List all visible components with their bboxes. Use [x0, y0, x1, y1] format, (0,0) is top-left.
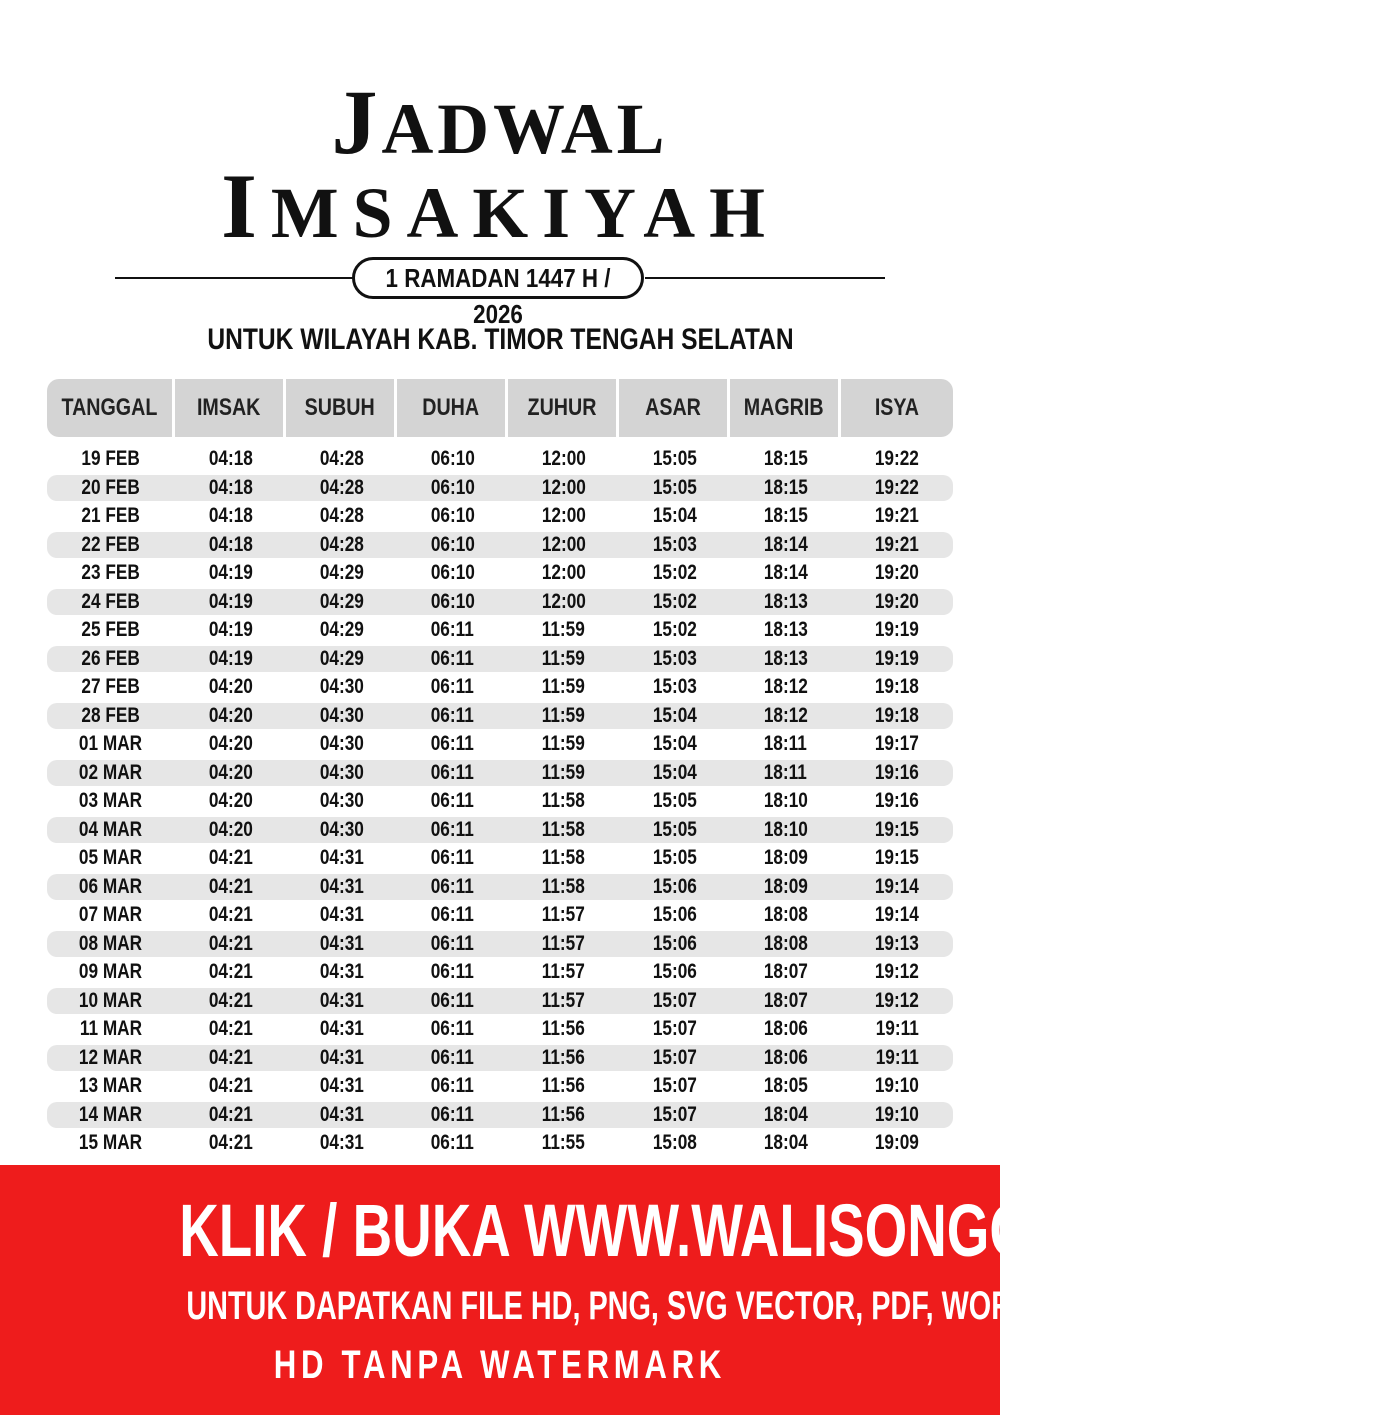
- cell-subuh: 04:30: [319, 703, 364, 727]
- cell-subuh: 04:30: [319, 675, 364, 698]
- cell-imsak: 04:21: [208, 931, 253, 955]
- table-row: [47, 788, 953, 814]
- cell-duha: 06:11: [430, 1131, 475, 1154]
- table-row: [47, 1045, 953, 1071]
- banner-line-2: UNTUK DAPATKAN FILE HD, PNG, SVG VECTOR, PDF, WORD, EXCEL: [186, 1284, 1145, 1328]
- cell-imsak: 04:21: [208, 1017, 253, 1040]
- cell-isya: 19:19: [874, 618, 920, 641]
- cell-duha: 06:11: [430, 1102, 475, 1126]
- cell-tanggal: 03 MAR: [79, 789, 143, 812]
- cell-isya: 19:21: [874, 504, 920, 527]
- cell-tanggal: 08 MAR: [79, 931, 143, 955]
- cell-isya: 19:21: [874, 532, 920, 556]
- cell-tanggal: 09 MAR: [79, 960, 143, 983]
- banner-line-3: HD TANPA WATERMARK: [273, 1343, 727, 1387]
- cell-zuhur: 11:59: [541, 618, 586, 641]
- cell-subuh: 04:28: [319, 447, 364, 470]
- cell-zuhur: 12:00: [541, 475, 586, 499]
- cell-isya: 19:15: [874, 817, 920, 841]
- cell-tanggal: 07 MAR: [79, 903, 143, 926]
- cell-tanggal: 28 FEB: [81, 703, 141, 727]
- cell-duha: 06:10: [430, 504, 475, 527]
- cell-zuhur: 12:00: [541, 447, 586, 470]
- table-row: [47, 646, 953, 672]
- cell-asar: 15:07: [652, 1102, 697, 1126]
- cell-magrib: 18:14: [763, 561, 808, 584]
- cell-imsak: 04:21: [208, 874, 253, 898]
- table-row: [47, 760, 953, 786]
- cell-magrib: 18:04: [763, 1102, 808, 1126]
- cell-magrib: 18:08: [763, 903, 808, 926]
- table-row: [47, 731, 953, 757]
- cell-isya: 19:22: [874, 447, 920, 470]
- cell-imsak: 04:20: [208, 732, 253, 755]
- cell-subuh: 04:31: [319, 988, 364, 1012]
- cell-zuhur: 11:58: [541, 846, 586, 869]
- cell-isya: 19:17: [874, 732, 920, 755]
- cell-tanggal: 20 FEB: [81, 475, 141, 499]
- cell-magrib: 18:10: [763, 789, 808, 812]
- cell-tanggal: 06 MAR: [79, 874, 143, 898]
- table-row: [47, 503, 953, 529]
- divider-right: [645, 277, 885, 279]
- title-line-2-initial: I: [221, 155, 271, 257]
- cell-imsak: 04:20: [208, 760, 253, 784]
- table-row: [47, 959, 953, 985]
- table-row: [47, 1102, 953, 1128]
- cell-asar: 15:07: [652, 988, 697, 1012]
- table-row: [47, 617, 953, 643]
- cell-magrib: 18:11: [763, 732, 808, 755]
- cell-imsak: 04:19: [208, 589, 253, 613]
- title-line-2-rest: MSAKIYAH: [270, 173, 779, 253]
- cell-tanggal: 15 MAR: [79, 1131, 143, 1154]
- cell-subuh: 04:30: [319, 760, 364, 784]
- cell-isya: 19:10: [874, 1102, 920, 1126]
- cell-imsak: 04:20: [208, 817, 253, 841]
- cell-asar: 15:04: [652, 703, 697, 727]
- cell-imsak: 04:21: [208, 1045, 253, 1069]
- cell-zuhur: 11:59: [541, 675, 586, 698]
- cell-duha: 06:11: [430, 960, 475, 983]
- cell-asar: 15:06: [652, 874, 697, 898]
- cell-isya: 19:22: [874, 475, 920, 499]
- cell-zuhur: 12:00: [541, 504, 586, 527]
- cell-subuh: 04:28: [319, 532, 364, 556]
- table-row: [47, 446, 953, 472]
- cell-magrib: 18:06: [763, 1017, 808, 1040]
- cell-zuhur: 11:55: [541, 1131, 586, 1154]
- table-row: [47, 532, 953, 558]
- cell-subuh: 04:29: [319, 561, 364, 584]
- column-header-isya: ISYA: [874, 394, 920, 421]
- cell-imsak: 04:20: [208, 675, 253, 698]
- cell-magrib: 18:06: [763, 1045, 808, 1069]
- cell-isya: 19:11: [875, 1045, 919, 1069]
- cell-isya: 19:12: [874, 960, 920, 983]
- cell-imsak: 04:21: [208, 903, 253, 926]
- cell-duha: 06:11: [430, 703, 475, 727]
- cell-asar: 15:02: [652, 589, 697, 613]
- cell-subuh: 04:28: [319, 504, 364, 527]
- table-row: [47, 703, 953, 729]
- cell-isya: 19:12: [874, 988, 920, 1012]
- cell-imsak: 04:18: [208, 475, 253, 499]
- cell-asar: 15:05: [652, 817, 697, 841]
- cell-asar: 15:07: [652, 1017, 697, 1040]
- cell-subuh: 04:31: [319, 1102, 364, 1126]
- cell-zuhur: 11:59: [541, 703, 586, 727]
- cell-isya: 19:14: [874, 903, 920, 926]
- cell-isya: 19:20: [874, 589, 920, 613]
- cell-isya: 19:16: [874, 789, 920, 812]
- column-header-duha: DUHA: [397, 379, 508, 437]
- cell-duha: 06:11: [430, 903, 475, 926]
- cell-magrib: 18:10: [763, 817, 808, 841]
- column-header-zuhur: ZUHUR: [508, 379, 619, 437]
- cell-asar: 15:04: [652, 732, 697, 755]
- cell-magrib: 18:09: [763, 846, 808, 869]
- title-line-1: [0, 71, 1000, 173]
- cell-imsak: 04:21: [208, 988, 253, 1012]
- cell-tanggal: 05 MAR: [79, 846, 143, 869]
- cell-asar: 15:03: [652, 675, 697, 698]
- cell-tanggal: 27 FEB: [81, 675, 141, 698]
- cell-isya: 19:11: [875, 1017, 919, 1040]
- cell-asar: 15:04: [652, 504, 697, 527]
- cell-subuh: 04:29: [319, 589, 364, 613]
- cell-duha: 06:11: [430, 846, 475, 869]
- cell-tanggal: 26 FEB: [81, 646, 141, 670]
- table-row: [47, 902, 953, 928]
- cell-asar: 15:08: [652, 1131, 697, 1154]
- cell-imsak: 04:20: [208, 789, 253, 812]
- cell-subuh: 04:31: [319, 874, 364, 898]
- cell-isya: 19:19: [874, 646, 920, 670]
- table-row: [47, 931, 953, 957]
- cell-isya: 19:09: [874, 1131, 920, 1154]
- cell-tanggal: 23 FEB: [81, 561, 141, 584]
- cell-magrib: 18:13: [763, 646, 808, 670]
- cell-zuhur: 11:59: [541, 646, 586, 670]
- cell-asar: 15:02: [652, 561, 697, 584]
- cell-duha: 06:11: [430, 931, 475, 955]
- cell-asar: 15:06: [652, 931, 697, 955]
- cell-asar: 15:05: [652, 475, 697, 499]
- table-row: [47, 560, 953, 586]
- cell-imsak: 04:18: [208, 447, 253, 470]
- title-line-1-rest: ADWAL: [381, 89, 669, 169]
- cell-zuhur: 11:58: [541, 817, 586, 841]
- cell-asar: 15:07: [652, 1045, 697, 1069]
- cell-subuh: 04:31: [319, 1131, 364, 1154]
- cell-zuhur: 11:57: [541, 903, 586, 926]
- cell-magrib: 18:12: [763, 703, 808, 727]
- cell-subuh: 04:30: [319, 732, 364, 755]
- cell-zuhur: 12:00: [541, 589, 586, 613]
- cell-duha: 06:11: [430, 675, 475, 698]
- cell-asar: 15:06: [652, 960, 697, 983]
- cell-imsak: 04:21: [208, 846, 253, 869]
- cell-duha: 06:10: [430, 561, 475, 584]
- cell-imsak: 04:18: [208, 532, 253, 556]
- cell-subuh: 04:31: [319, 903, 364, 926]
- cell-isya: 19:20: [874, 561, 920, 584]
- table-row: [47, 475, 953, 501]
- cell-duha: 06:11: [430, 618, 475, 641]
- cell-duha: 06:11: [430, 789, 475, 812]
- region-subtitle: UNTUK WILAYAH KAB. TIMOR TENGAH SELATAN: [206, 323, 794, 356]
- table-row: [47, 845, 953, 871]
- cell-zuhur: 11:56: [541, 1102, 586, 1126]
- cell-tanggal: 21 FEB: [81, 504, 141, 527]
- cell-asar: 15:05: [652, 447, 697, 470]
- cell-zuhur: 11:57: [541, 988, 586, 1012]
- cell-magrib: 18:05: [763, 1074, 808, 1097]
- cell-tanggal: 19 FEB: [81, 447, 141, 470]
- cell-duha: 06:10: [430, 532, 475, 556]
- cell-zuhur: 11:59: [541, 732, 586, 755]
- cell-duha: 06:11: [430, 732, 475, 755]
- cell-magrib: 18:07: [763, 988, 808, 1012]
- cell-asar: 15:03: [652, 532, 697, 556]
- cell-tanggal: 11 MAR: [79, 1017, 143, 1040]
- cell-magrib: 18:07: [763, 960, 808, 983]
- cell-duha: 06:11: [430, 1017, 475, 1040]
- cell-zuhur: 11:56: [541, 1074, 586, 1097]
- cell-asar: 15:05: [652, 789, 697, 812]
- cell-zuhur: 11:57: [541, 960, 586, 983]
- title-line-2: [0, 155, 1000, 257]
- cell-imsak: 04:19: [208, 561, 253, 584]
- cell-asar: 15:07: [652, 1074, 697, 1097]
- cell-duha: 06:11: [430, 1045, 475, 1069]
- table-row: [47, 874, 953, 900]
- cell-subuh: 04:30: [319, 789, 364, 812]
- cell-subuh: 04:31: [319, 1045, 364, 1069]
- table-row: [47, 988, 953, 1014]
- cell-asar: 15:05: [652, 846, 697, 869]
- cell-imsak: 04:21: [208, 1074, 253, 1097]
- cell-magrib: 18:14: [763, 532, 808, 556]
- cell-isya: 19:18: [874, 675, 920, 698]
- cell-subuh: 04:28: [319, 475, 364, 499]
- cell-subuh: 04:29: [319, 646, 364, 670]
- column-header-subuh: SUBUH: [286, 379, 397, 437]
- cell-tanggal: 10 MAR: [79, 988, 143, 1012]
- cell-zuhur: 11:57: [541, 931, 586, 955]
- cell-tanggal: 04 MAR: [79, 817, 143, 841]
- cell-subuh: 04:31: [319, 1017, 364, 1040]
- ramadan-label: 1 RAMADAN 1447 H / 2026: [352, 257, 644, 299]
- table-row: [47, 674, 953, 700]
- cell-duha: 06:11: [430, 817, 475, 841]
- cell-zuhur: 12:00: [541, 561, 586, 584]
- cell-duha: 06:11: [430, 760, 475, 784]
- column-header-asar: ASAR: [619, 379, 730, 437]
- cell-magrib: 18:15: [763, 475, 808, 499]
- divider-left: [115, 277, 355, 279]
- cell-isya: 19:18: [874, 703, 920, 727]
- cell-subuh: 04:31: [319, 1074, 364, 1097]
- column-header-magrib: MAGRIB: [730, 379, 841, 437]
- cell-zuhur: 11:56: [541, 1045, 586, 1069]
- cell-magrib: 18:11: [763, 760, 808, 784]
- cell-zuhur: 12:00: [541, 532, 586, 556]
- column-header-imsak: IMSAK: [175, 379, 286, 437]
- table-row: [47, 589, 953, 615]
- cell-subuh: 04:31: [319, 846, 364, 869]
- cell-imsak: 04:20: [208, 703, 253, 727]
- cell-magrib: 18:12: [763, 675, 808, 698]
- table-body: [47, 446, 953, 1159]
- banner-line-1[interactable]: KLIK / BUKA WWW.WALISONGO.CO.ID: [179, 1189, 1200, 1272]
- cell-imsak: 04:21: [208, 1131, 253, 1154]
- cell-imsak: 04:18: [208, 504, 253, 527]
- cell-imsak: 04:21: [208, 960, 253, 983]
- cell-imsak: 04:21: [208, 1102, 253, 1126]
- cell-tanggal: 14 MAR: [79, 1102, 143, 1126]
- cell-zuhur: 11:58: [541, 789, 586, 812]
- cell-duha: 06:11: [430, 646, 475, 670]
- promo-banner[interactable]: [0, 1165, 1200, 1415]
- cell-tanggal: 24 FEB: [81, 589, 141, 613]
- cell-subuh: 04:29: [319, 618, 364, 641]
- cell-zuhur: 11:59: [541, 760, 586, 784]
- cell-asar: 15:03: [652, 646, 697, 670]
- cell-tanggal: 12 MAR: [79, 1045, 143, 1069]
- cell-duha: 06:10: [430, 589, 475, 613]
- cell-magrib: 18:13: [763, 589, 808, 613]
- column-header-tanggal: TANGGAL: [47, 379, 175, 437]
- cell-asar: 15:04: [652, 760, 697, 784]
- cell-magrib: 18:08: [763, 931, 808, 955]
- cell-isya: 19:15: [874, 846, 920, 869]
- cell-isya: 19:13: [874, 931, 920, 955]
- cell-tanggal: 22 FEB: [81, 532, 141, 556]
- cell-magrib: 18:09: [763, 874, 808, 898]
- title-line-1-initial: J: [331, 71, 382, 173]
- cell-tanggal: 25 FEB: [81, 618, 141, 641]
- table-header: [47, 379, 953, 437]
- cell-tanggal: 01 MAR: [79, 732, 143, 755]
- table-row: [47, 817, 953, 843]
- cell-tanggal: 02 MAR: [79, 760, 143, 784]
- cell-magrib: 18:15: [763, 447, 808, 470]
- cell-subuh: 04:30: [319, 817, 364, 841]
- cell-asar: 15:02: [652, 618, 697, 641]
- cell-subuh: 04:31: [319, 931, 364, 955]
- cell-subuh: 04:31: [319, 960, 364, 983]
- cell-duha: 06:10: [430, 447, 475, 470]
- cell-imsak: 04:19: [208, 646, 253, 670]
- table-row: [47, 1073, 953, 1099]
- table-row: [47, 1016, 953, 1042]
- cell-imsak: 04:19: [208, 618, 253, 641]
- cell-tanggal: 13 MAR: [79, 1074, 143, 1097]
- table-row: [47, 1130, 953, 1156]
- cell-duha: 06:10: [430, 475, 475, 499]
- cell-zuhur: 11:56: [541, 1017, 586, 1040]
- cell-zuhur: 11:58: [541, 874, 586, 898]
- cell-isya: 19:16: [874, 760, 920, 784]
- cell-magrib: 18:04: [763, 1131, 808, 1154]
- cell-duha: 06:11: [430, 988, 475, 1012]
- cell-asar: 15:06: [652, 903, 697, 926]
- cell-magrib: 18:15: [763, 504, 808, 527]
- cell-isya: 19:14: [874, 874, 920, 898]
- cell-isya: 19:10: [874, 1074, 920, 1097]
- cell-magrib: 18:13: [763, 618, 808, 641]
- cell-duha: 06:11: [430, 1074, 475, 1097]
- cell-duha: 06:11: [430, 874, 475, 898]
